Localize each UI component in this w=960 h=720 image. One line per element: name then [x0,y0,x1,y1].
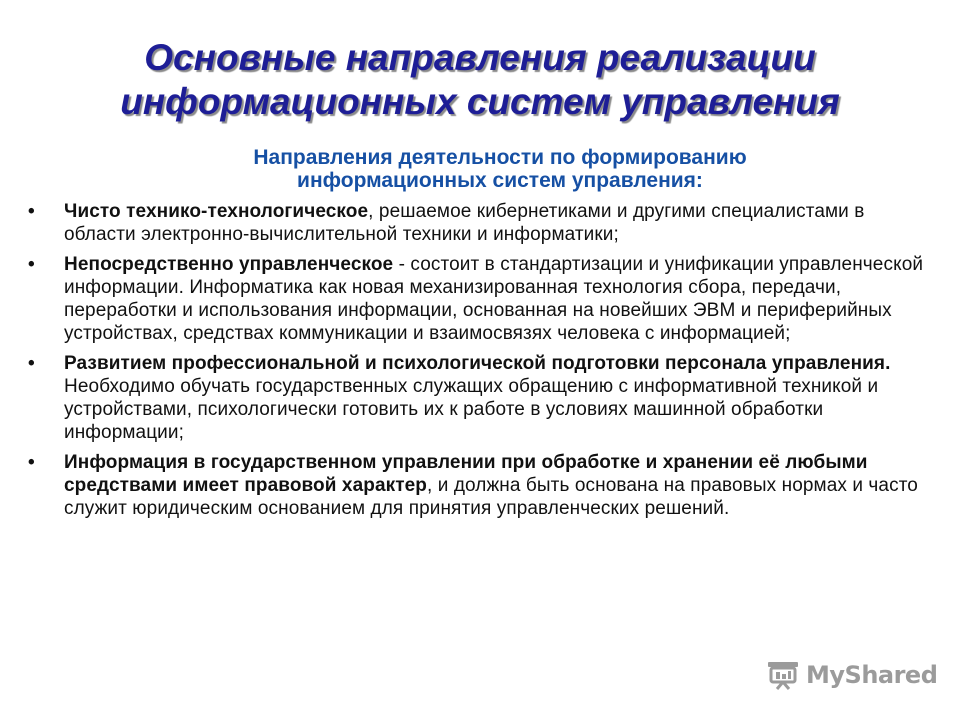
list-item [28,352,928,444]
item-text: , и должна быть основана на правовых нормах и часто служит юридическим основанием для принятия управленческих решений. [64,475,918,519]
subtitle-line-2: информационных систем управления: [297,169,703,192]
list-item [28,451,928,520]
slide-subtitle [120,146,880,192]
bullet-icon: • [28,353,35,374]
watermark-logo [766,655,937,695]
bullet-list [28,200,928,527]
bullet-icon: • [28,452,35,473]
item-heading: Развитием профессиональной и психологической подготовки персонала управления. [64,353,891,374]
bullet-icon: • [28,201,35,222]
item-heading: Непосредственно управленческое [64,254,394,275]
list-item [28,253,928,345]
watermark-text: MyShared [806,661,938,689]
slide-title [0,36,960,124]
subtitle-line-1: Направления деятельности по формированию [253,146,747,169]
title-line-2: информационных систем управления [120,81,840,122]
presentation-board-icon [766,660,800,690]
list-item [28,200,928,246]
item-heading: Информация в государственном управлении при обработке и хранении её любыми средствами имеет правовой характер [64,452,868,496]
item-heading: Чисто технико-технологическое [64,201,369,222]
item-text: Необходимо обучать государственных служащих обращению с информативной техникой и устройствами, психологически готовить их к работе в условиях машинной обработки информации; [64,376,879,443]
bullet-icon: • [28,254,35,275]
item-text: , решаемое кибернетиками и другими специалистами в области электронно-вычислительной техники и информатики; [64,201,865,245]
title-line-1: Основные направления реализации [144,37,816,78]
item-text: - состоит в стандартизации и унификации управленческой информации. Информатика как новая механизированная технология сбора, передачи, переработки и использования информации, основанная на новейших ЭВМ и периферийных устройствах, средствах коммуникации и взаимосвязях человека с информацией; [64,254,924,344]
